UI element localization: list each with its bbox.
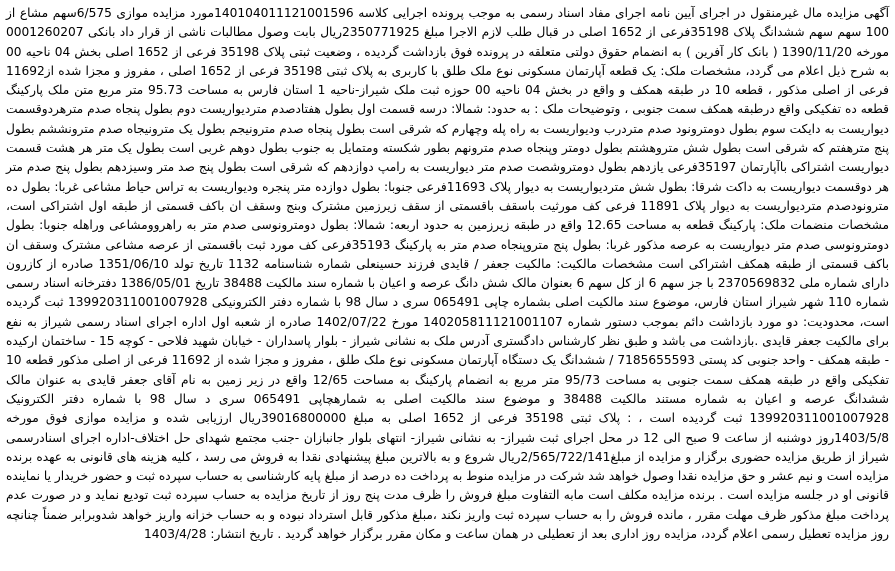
auction-notice-text: آگهی مزایده مال غیرمنقول در اجرای آیین نامه اجرای مفاد اسناد رسمی به موجب پرونده اجرایی کلاسه 140104011121001596مورد مزایده موازی 6/575سهم مشاع از 100 سهم سهم ششدانگ پلاک 35198فرعی از 1652 اصلی در قبال طلب لازم الاجرا مبلغ 2350771925ریال بابت وصول مطالبات ناشی از قرار داد بانکی 0001260207 مورخه 1390/11/20 ( بانک کار آفرین ) به انضمام حقوق دولتی متعلقه در پرونده فوق بازداشت گردیده ، وضعیت ثبتی پلاک 35198 فرعی از 1652 اصلی بخش 04 ناحیه 00 به شرح ذیل اعلام می گردد، مشخصات ملک: یک قطعه آپارتمان مسکونی نوع ملک طلق با کاربری به پلاک ثبتی 35198 فرعی از 1652 اصلی ، مفروز و مجزا شده از11692 فرعی از اصلی مذکور ، قطعه 10 در طبقه همکف و واقع در بخش 04 ناحیه 00 حوزه ثبت ملک شیراز-ناحیه 1 استان فارس به مساحت 95.73 متر مربع متن ملک پارکینگ قطعه ده تفکیکی واقع درطبقه همکف سمت جنوبی ، وتوضیحات ملک : به حدود: شمالا: درسه قسمت اول بطول هفتادصدم متردیواریست دوم بطول پنجاه صدم مترهردوقسمت دیواریست به دایکت سوم بطول دومترونود صدم متردرب ودیواریست به راه پله وچهارم که شرقی است بطول پنجاه صدم مترونیجم بطول یک مترونیجاه صدم مترونششم بطول پنج مترهفتم که شرقی است بطول شش متروهشتم بطول دومتر وپنجاه صدم مترونهم بطور شکسته ومتمایل به جنوب بطول دوهم غربی است بطول یک متر هر هشت قسمت دیواریست اشتراکی باآپارتمان 35197فرعی یازدهم بطول دومتروشصت صدم متر دیواریست به رامپ دوازدهم که شرقی است بطول پنج صد متر وسیزدهم بطول پنج صدم متر هر دوقسمت دیواریست به داکت شرقا: بطول شش متردیواریست به دیوار پلاک 11693فرعی جنوبا: بطول دوازده متر پنجره ودیواریست به تراس حیاط مشاعی غربا: بطول ده مترونودصدم متردیواریست به دیوار پلاک 11891 فرعی کف مورثیت باسقف باقسمتی از سقف زیرزمین مشترک وبنج وسقف ان باکف قسمتی از طبقه اول اشتراکی است، مشخصات منضمات ملک: پارکینگ قطعه به مساحت 12.65 واقع در طبقه زیرزمین به حدود اربعه: شمالا: بطول دومترونوسی صدم متر به راهروومشاعی وراهله جنوبا: بطول دومترونوسی صدم متر دیواریست به عرصه مذکور غربا: بطول پنج متروپنجاه صدم متر به پارکینگ 35193فرعی کف مورد ثبت باقسمتی از عرصه مشاعی مشترک وسقف ان باکف قسمتی از طبقه همکف اشتراکی است مشخصات مالکیت: مالکیت جعفر / قایدی فرزند حسینعلی شماره شناسنامه 1132 تاریخ تولد 1351/06/10 صادره از کازرون دارای شماره ملی 2370569832 با جز سهم 6 از کل سهم 6 بعنوان مالک شش دانگ عرصه و اعیان با شماره سند مالکیت 38488 تاریخ 1386/05/01 دفترخانه اسناد رسمی شماره 110 شهر شیراز استان فارس، موضوع سند مالکیت اصلی بشماره چاپی 065491 سری د سال 98 با شماره دفتر الکترونیکی 139920311001007928 ثبت گردیده است، محدودیت: دو مورد بازداشت دائم بموجب دستور شماره 140205811121001107 مورخ 1402/07/22 صادره از شعبه اول اداره اجرای اسناد رسمی شیراز به نفع برای مالکیت جعفر قایدی .بازداشت می باشد و طبق نظر کارشناس دادگستری آدرس ملک به نشانی شیراز - بلوار پاسداران - خیابان شهید فلاحی - کوچه 15 - ساختمان ارکیده - طبقه همکف - واحد جنوبی کد پستی 7185655593 / ششدانگ یک دستگاه آپارتمان مسکونی نوع ملک طلق ، مفروز و مجزا شده از 11692 فرعی از اصلی مذکور قطعه 10 تفکیکی واقع در طبقه همکف سمت جنوبی به مساحت 95/73 متر مربع به انضمام پارکینگ به مساحت 12/65 واقع در زیر زمین به نام آقای جعفر قایدی به عنوان مالک ششدانگ عرصه و اعیان به شماره مستند مالکیت 38488 و موضوع سند مالکیت اصلی به شمارهچاپی 065491 سری د سال 98 با شماره دفتر الکترونیک 139920311001007928 ثبت گردیده است ، : پلاک ثبتی 35198 فرعی از 1652 اصلی به مبلغ 39016800000ریال ارزیابی شده و مزایده موازی فوق مورخه 1403/5/8روز دوشنبه از ساعت 9 صبح الی 12 در محل اجرای ثبت شیراز- به نشانی شیراز- انتهای بلوار جانبازان -جنب مجتمع شهدای حل اختلاف-اداره اجرای اسنادرسمی شیراز از طریق مزایده حضوری برگزار و مزایده از مبلغ2/565/722/141ریال شروع و به بالاترین مبلغ پیشنهادی نقدا به فروش می رسد ، کلیه هزینه های قانونی به عهده برنده مزایده است و نیم عشر و حق مزایده نقدا وصول خواهد شد شرکت در مزایده منوط به پرداخت ده درصد از مبلغ پایه کارشناسی به حساب سپرده ثبت و حضور خریدار یا نماینده قانونی او در جلسه مزایده است . برنده مزایده مکلف است مابه التفاوت مبلغ فروش را ظرف مدت پنج روز از تاریخ مزایده به حساب سپرده ثبت تودیع نماید و در صورت عدم پرداخت مبلغ مذکور ظرف مهلت مقرر ، مانده فروش را به حساب سپرده ثبت واریز نکند ،مبلغ مذکور قابل استرداد نبوده و به حساب خزانه واریز خواهد شدوبرابر ضمناً چنانچه روز مزایده تعطیل رسمی اعلام گردد، مزایده روز اداری بعد از تعطیلی در همان ساعت و مکان مقرر برگزار خواهد گردید . تاریخ انتشار: 1403/4/28: [6, 6, 890, 542]
